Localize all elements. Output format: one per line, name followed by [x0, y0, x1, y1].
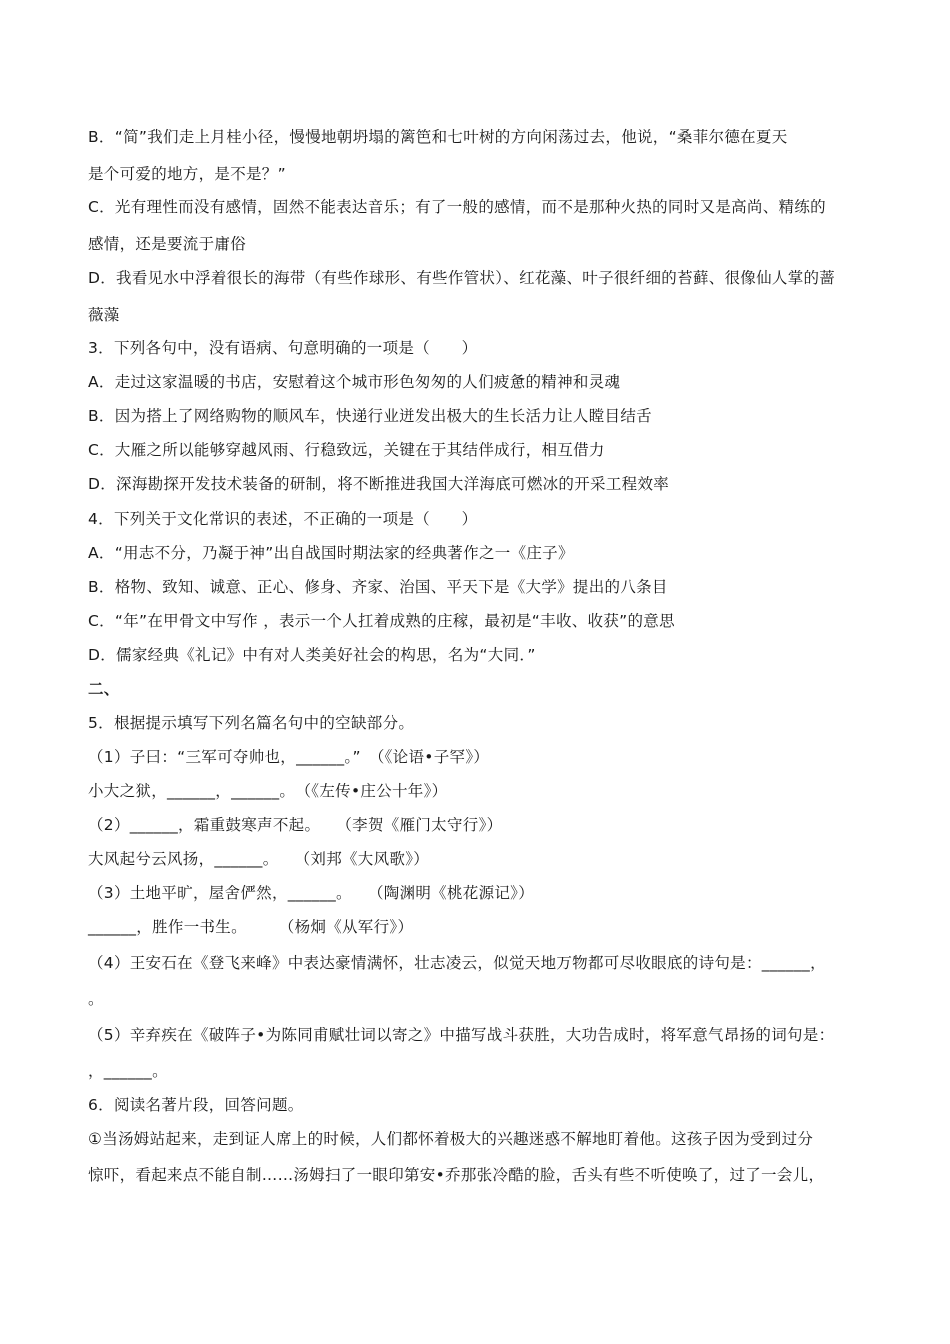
option-2b-line-1: B．“简”我们走上月桂小径，慢慢地朝坍塌的篱笆和七叶树的方向闲荡过去，他说，“桑菲尔德在夏天	[88, 128, 788, 146]
option-4b: B．格物、致知、诚意、正心、修身、齐家、治国、平天下是《大学》提出的八条目	[88, 578, 668, 596]
q5-item-1a: （1）子曰：“三军可夺帅也，______。” （《论语•子罕》）	[88, 748, 490, 766]
q5-item-5-line-2: ，______。	[88, 1062, 168, 1080]
option-3c: C．大雁之所以能够穿越风雨、行稳致远，关键在于其结伴成行，相互借力	[88, 441, 605, 459]
option-2c-line-2: 感情，还是要流于庸俗	[88, 235, 247, 253]
q5-item-3a: （3）土地平旷，屋舍俨然，______。 （陶渊明《桃花源记》）	[88, 884, 535, 902]
q5-item-3b: ______，胜作一书生。 （杨炯《从军行》）	[88, 918, 414, 936]
option-4d: D．儒家经典《礼记》中有对人类美好社会的构思，名为“大同．”	[88, 646, 536, 664]
q5-item-1b: 小大之狱，______，______。 （《左传•庄公十年》）	[88, 782, 448, 800]
option-4c: C．“年”在甲骨文中写作 ，表示一个人扛着成熟的庄稼，最初是“丰收、收获”的意思	[88, 612, 675, 630]
option-2c-line-1: C．光有理性而没有感情，固然不能表达音乐；有了一般的感情，而不是那种火热的同时又是高尚、精练的	[88, 198, 826, 216]
question-3-stem: 3．下列各句中，没有语病、句意明确的一项是（ ）	[88, 339, 478, 357]
option-3a: A．走过这家温暖的书店，安慰着这个城市形色匆匆的人们疲惫的精神和灵魂	[88, 373, 621, 391]
passage-line-2: 惊吓，看起来点不能自制……汤姆扫了一眼印第安•乔那张冷酷的脸，舌头有些不听使唤了，过了一会儿，	[88, 1166, 825, 1184]
option-2d-line-1: D．我看见水中浮着很长的海带（有些作球形、有些作管状）、红花藻、叶子很纤细的苔藓、很像仙人掌的蔷	[88, 269, 836, 287]
q5-item-2b: 大风起兮云风扬，______。 （刘邦《大风歌》）	[88, 850, 430, 868]
question-5-stem: 5．根据提示填写下列名篇名句中的空缺部分。	[88, 714, 415, 732]
q5-item-4-line-2: 。	[88, 990, 104, 1008]
option-4a: A．“用志不分，乃凝于神”出自战国时期法家的经典著作之一《庄子》	[88, 544, 574, 562]
q5-item-4-line-1: （4）王安石在《登飞来峰》中表达豪情满怀，壮志凌云，似觉天地万物都可尽收眼底的诗句是：______，	[88, 954, 826, 972]
question-6-stem: 6．阅读名著片段，回答问题。	[88, 1096, 304, 1114]
option-2d-line-2: 薇藻	[88, 306, 120, 324]
option-3d: D．深海勘探开发技术装备的研制，将不断推进我国大洋海底可燃冰的开采工程效率	[88, 475, 670, 493]
q5-item-2a: （2）______，霜重鼓寒声不起。 （李贺《雁门太守行》）	[88, 816, 503, 834]
option-3b: B．因为搭上了网络购物的顺风车，快递行业迸发出极大的生长活力让人瞠目结舌	[88, 407, 652, 425]
passage-line-1: ①当汤姆站起来，走到证人席上的时候，人们都怀着极大的兴趣迷惑不解地盯着他。这孩子因为受到过分	[88, 1130, 814, 1148]
q5-item-5-line-1: （5）辛弃疾在《破阵子•为陈同甫赋壮词以寄之》中描写战斗获胜，大功告成时，将军意气昂扬的词句是：	[88, 1026, 835, 1044]
section-heading: 二、	[88, 680, 120, 698]
question-4-stem: 4．下列关于文化常识的表述，不正确的一项是（ ）	[88, 510, 478, 528]
option-2b-line-2: 是个可爱的地方，是不是？”	[88, 165, 286, 183]
